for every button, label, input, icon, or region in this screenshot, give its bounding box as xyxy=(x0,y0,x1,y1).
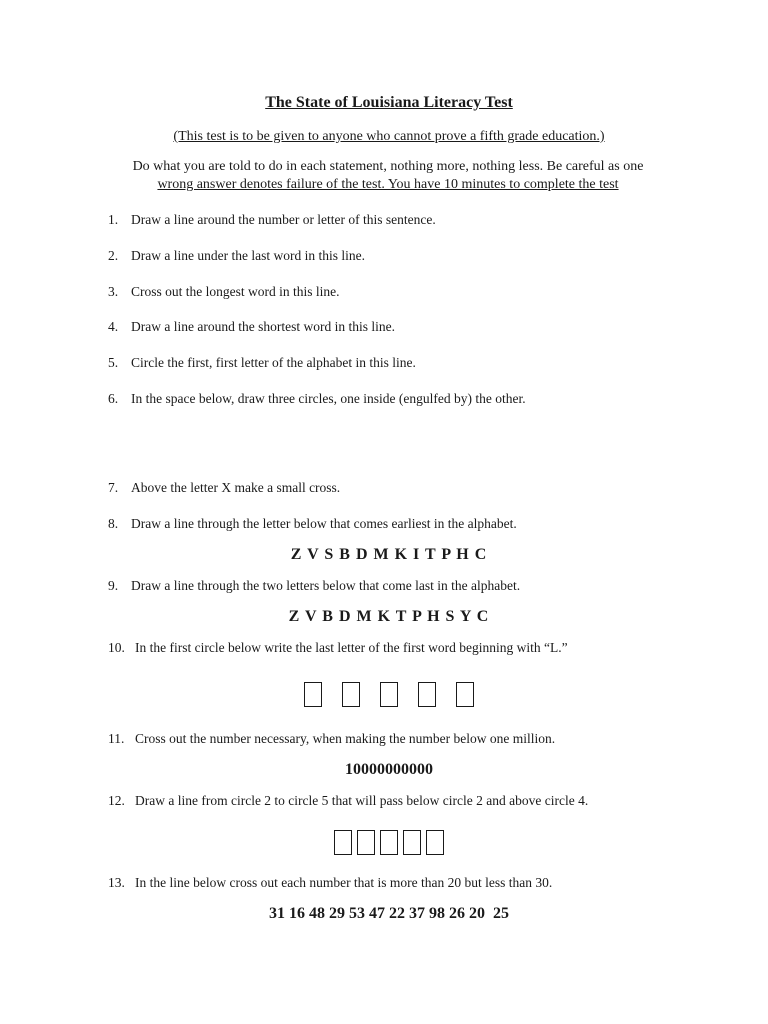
number-line-q11: 10000000000 xyxy=(345,761,433,778)
question-number: 4. xyxy=(108,319,119,334)
answer-box[interactable] xyxy=(380,830,398,855)
question-text: Draw a line under the last word in this line. xyxy=(131,248,365,263)
question-number: 7. xyxy=(108,480,119,495)
letters-line-q8: Z V S B D M K I T P H C xyxy=(290,546,488,563)
question-text: Circle the first, first letter of the alphabet in this line. xyxy=(131,355,416,370)
question-text: Draw a line through the letter below that comes earliest in the alphabet. xyxy=(131,516,517,531)
question-number: 11. xyxy=(108,731,125,746)
question-text: Draw a line around the shortest word in this line. xyxy=(131,319,395,334)
question-number: 3. xyxy=(108,284,119,299)
answer-box[interactable] xyxy=(418,682,436,707)
instructions-line-2: wrong answer denotes failure of the test. You have 10 minutes to complete the test xyxy=(157,177,619,192)
circle-row-q10 xyxy=(0,682,768,707)
answer-box[interactable] xyxy=(403,830,421,855)
question-7 xyxy=(108,480,340,496)
question-number: 13. xyxy=(108,875,125,890)
question-text: Draw a line through the two letters below that come last in the alphabet. xyxy=(131,578,521,593)
question-text: Above the letter X make a small cross. xyxy=(131,480,341,495)
page-title: The State of Louisiana Literacy Test xyxy=(265,94,513,111)
answer-box[interactable] xyxy=(357,830,375,855)
answer-box[interactable] xyxy=(334,830,352,855)
question-text: Cross out the longest word in this line. xyxy=(131,284,340,299)
question-11 xyxy=(108,731,555,747)
letters-line-q9: Z V B D M K T P H S Y C xyxy=(288,608,490,625)
page-subtitle: (This test is to be given to anyone who cannot prove a fifth grade education.) xyxy=(173,129,605,144)
question-3 xyxy=(108,284,340,300)
answer-box[interactable] xyxy=(380,682,398,707)
question-text: In the line below cross out each number that is more than 20 but less than 30. xyxy=(135,875,553,890)
question-text: Draw a line from circle 2 to circle 5 that will pass below circle 2 and above circle 4. xyxy=(135,793,589,808)
question-2 xyxy=(108,248,365,264)
question-text: Draw a line around the number or letter of this sentence. xyxy=(131,212,436,227)
question-number: 6. xyxy=(108,391,119,406)
answer-box[interactable] xyxy=(304,682,322,707)
question-5 xyxy=(108,355,416,371)
answer-box[interactable] xyxy=(456,682,474,707)
question-number: 2. xyxy=(108,248,119,263)
question-13 xyxy=(108,875,552,891)
question-text: In the first circle below write the last letter of the first word beginning with “L.” xyxy=(135,640,568,655)
question-number: 5. xyxy=(108,355,119,370)
question-1 xyxy=(108,212,436,228)
question-9 xyxy=(108,578,520,594)
question-number: 9. xyxy=(108,578,119,593)
question-6 xyxy=(108,391,526,407)
question-12 xyxy=(108,793,588,809)
question-text: In the space below, draw three circles, one inside (engulfed by) the other. xyxy=(131,391,526,406)
question-number: 8. xyxy=(108,516,119,531)
numbers-line-q13: 31 16 48 29 53 47 22 37 98 26 20 25 xyxy=(269,905,509,922)
question-4 xyxy=(108,319,395,335)
question-number: 12. xyxy=(108,793,125,808)
question-number: 10. xyxy=(108,640,125,655)
question-8 xyxy=(108,516,517,532)
answer-box[interactable] xyxy=(342,682,360,707)
question-text: Cross out the number necessary, when making the number below one million. xyxy=(135,731,556,746)
answer-box[interactable] xyxy=(426,830,444,855)
question-number: 1. xyxy=(108,212,119,227)
circle-row-q12 xyxy=(0,830,768,855)
instructions-line-1: Do what you are told to do in each statement, nothing more, nothing less. Be careful as one xyxy=(132,159,644,174)
question-10 xyxy=(108,640,568,656)
